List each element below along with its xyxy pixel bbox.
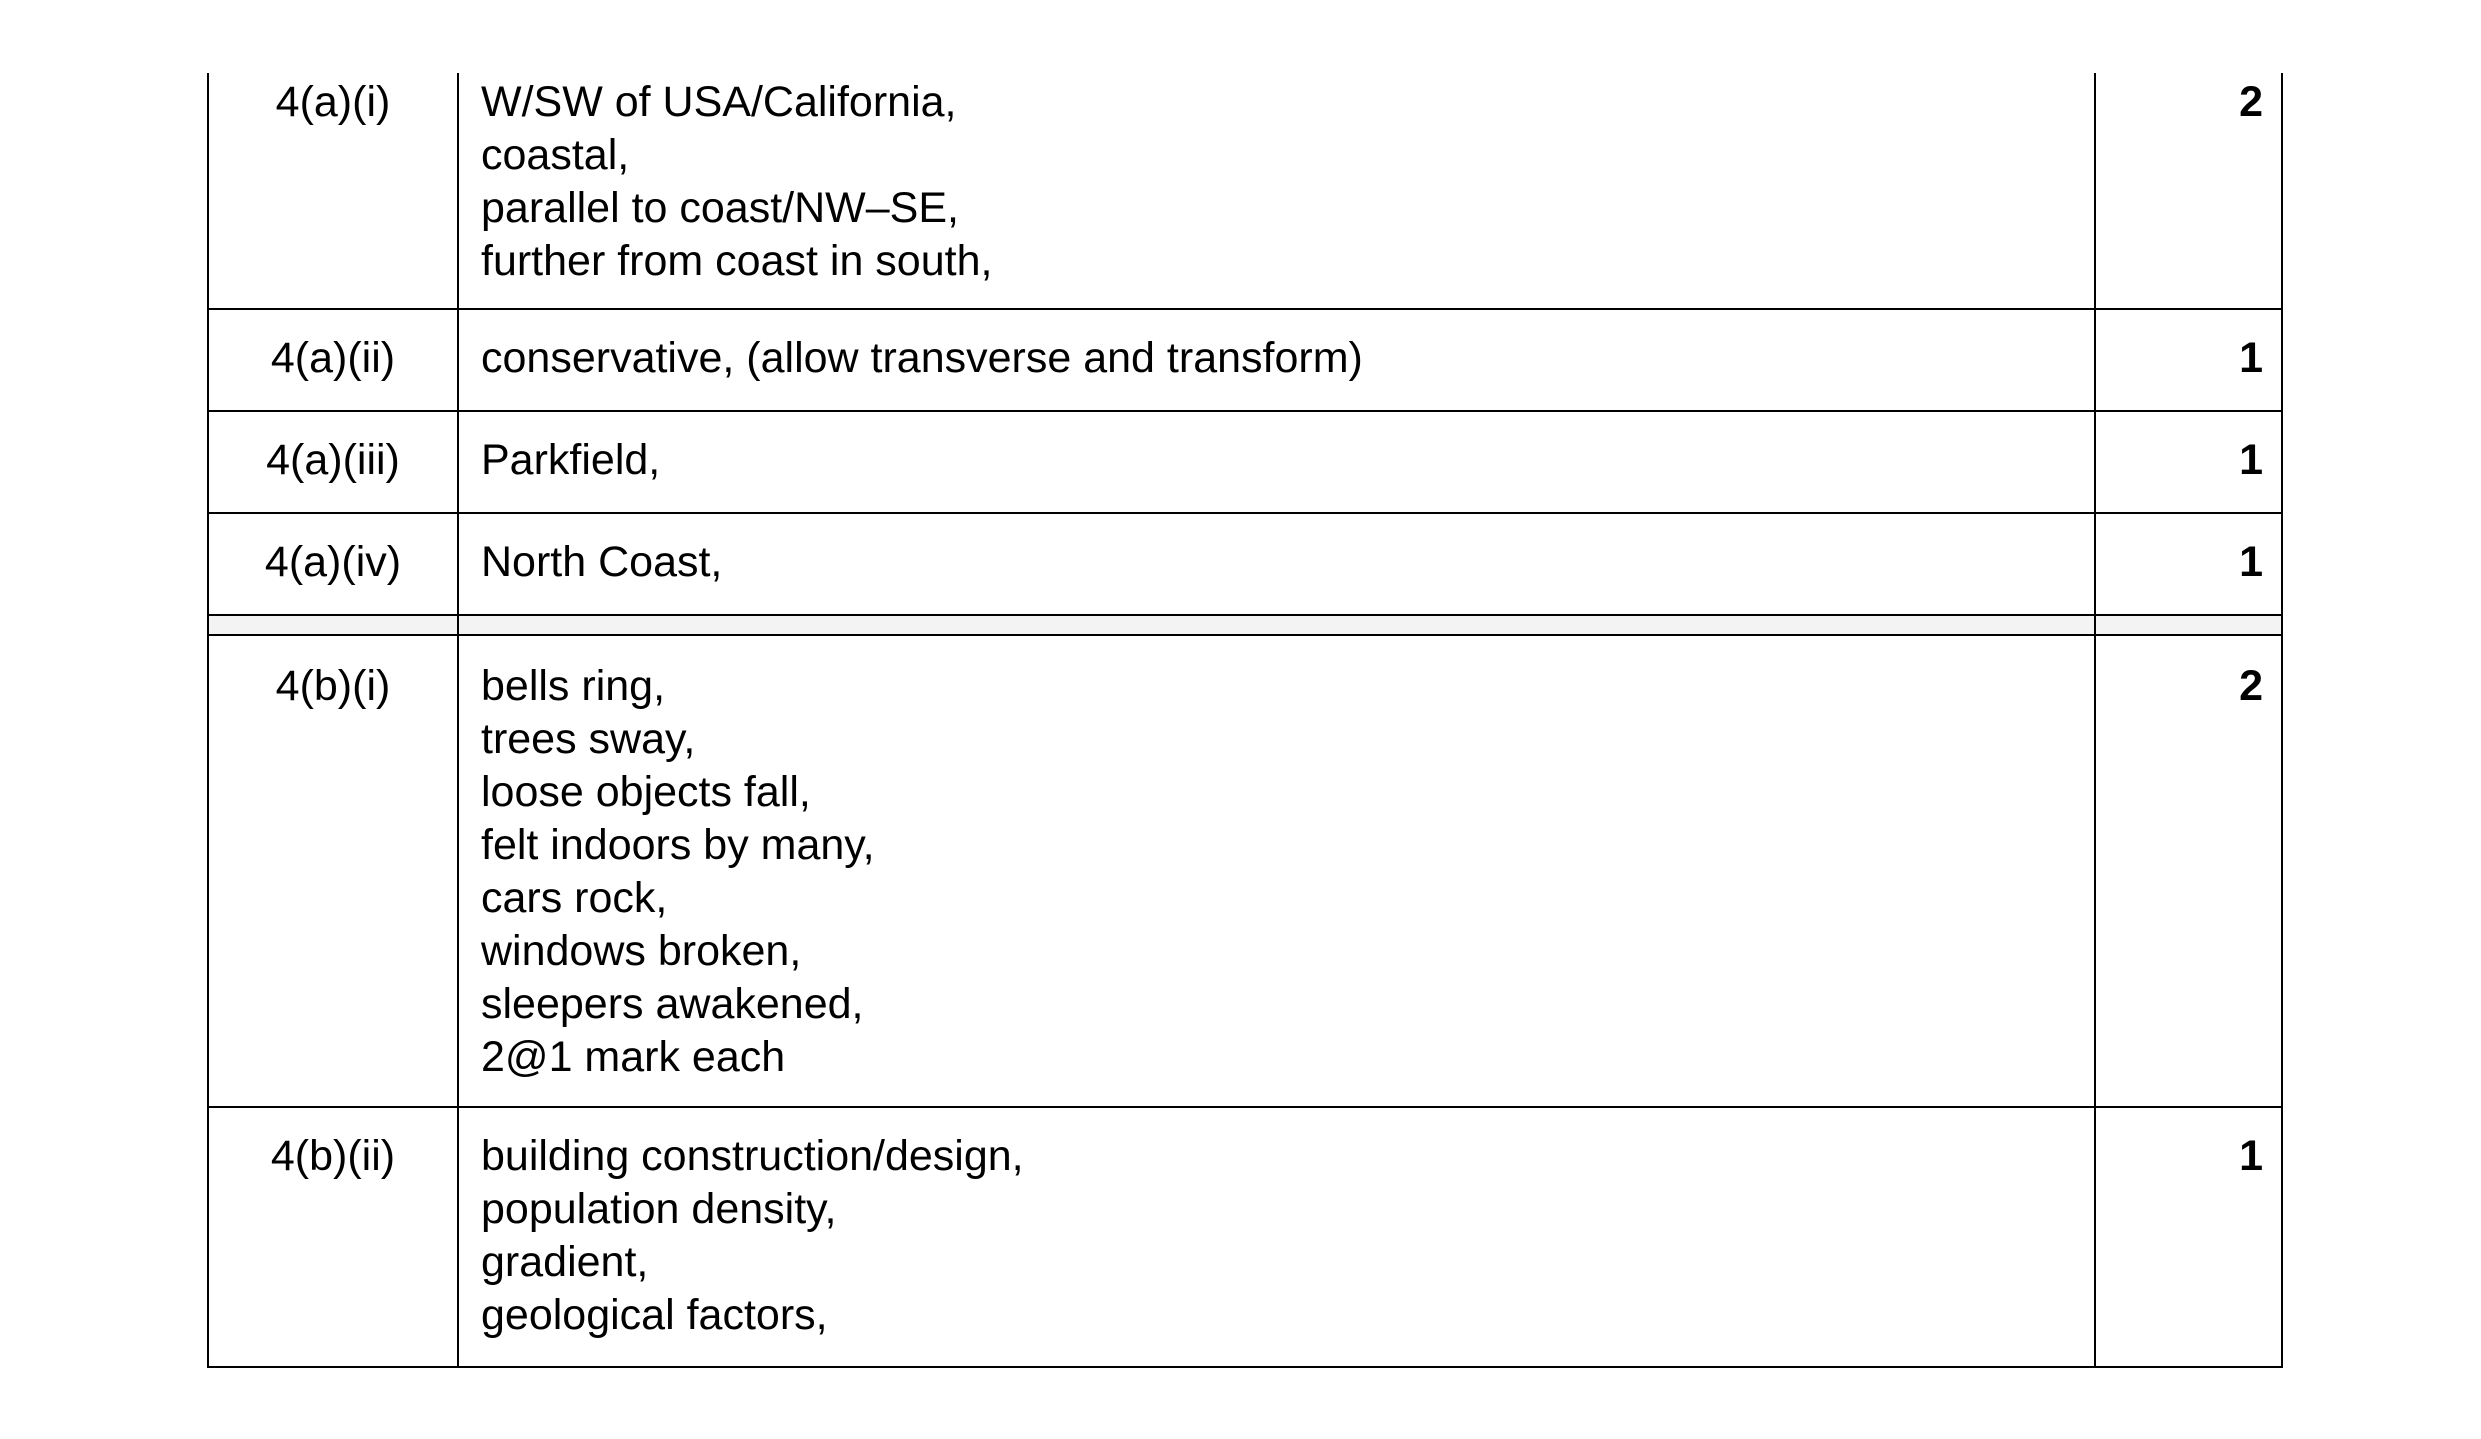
- answer-line: gradient,: [481, 1238, 649, 1286]
- answer-cell: [481, 434, 2071, 487]
- answer-cell: [481, 332, 2071, 385]
- answer-cell: [481, 1130, 2071, 1342]
- column-divider: [2094, 636, 2096, 1106]
- answer-line: 2@1 mark each: [481, 1033, 786, 1081]
- column-divider: [2094, 514, 2096, 614]
- marks-cell: 2: [2239, 662, 2263, 710]
- answer-line: felt indoors by many,: [481, 821, 875, 869]
- marks-cell: 2: [2239, 78, 2263, 126]
- column-divider: [457, 1108, 459, 1366]
- marks-cell: 1: [2239, 436, 2263, 484]
- answer-line: cars rock,: [481, 874, 668, 922]
- answer-line: coastal,: [481, 131, 630, 179]
- column-divider: [2094, 310, 2096, 410]
- question-number: 4(a)(ii): [270, 334, 396, 382]
- answer-line: geological factors,: [481, 1291, 828, 1339]
- table-row: [207, 636, 2283, 1108]
- question-number: 4(b)(i): [275, 662, 391, 710]
- column-divider: [2094, 1108, 2096, 1366]
- answer-line: bells ring,: [481, 662, 666, 710]
- answer-line: W/SW of USA/California,: [481, 78, 957, 126]
- question-number: 4(a)(i): [275, 78, 391, 126]
- column-divider: [457, 636, 459, 1106]
- marks-cell: 1: [2239, 334, 2263, 382]
- marks-cell: 1: [2239, 538, 2263, 586]
- column-divider: [2094, 616, 2096, 634]
- column-divider: [457, 514, 459, 614]
- answer-line: sleepers awakened,: [481, 980, 864, 1028]
- column-divider: [2094, 73, 2096, 308]
- question-number: 4(a)(iii): [266, 436, 400, 484]
- table-row: [207, 1108, 2283, 1368]
- answer-line: parallel to coast/NW–SE,: [481, 184, 959, 232]
- column-divider: [457, 616, 459, 634]
- answer-line: further from coast in south,: [481, 237, 993, 285]
- table-row: [207, 73, 2283, 310]
- section-separator: [207, 616, 2283, 636]
- answer-line: conservative, (allow transverse and transform): [481, 334, 1363, 382]
- answer-cell: [481, 660, 2071, 1084]
- marks-cell: 1: [2239, 1132, 2263, 1180]
- answer-line: windows broken,: [481, 927, 802, 975]
- answer-line: loose objects fall,: [481, 768, 811, 816]
- column-divider: [457, 310, 459, 410]
- table-row: [207, 514, 2283, 616]
- question-number: 4(a)(iv): [264, 538, 402, 586]
- answer-line: population density,: [481, 1185, 837, 1233]
- column-divider: [457, 412, 459, 512]
- column-divider: [457, 73, 459, 308]
- question-number: 4(b)(ii): [270, 1132, 396, 1180]
- column-divider: [2094, 412, 2096, 512]
- table-row: [207, 412, 2283, 514]
- answer-line: North Coast,: [481, 538, 723, 586]
- table-row: [207, 310, 2283, 412]
- answer-cell: [481, 76, 2071, 288]
- answer-line: building construction/design,: [481, 1132, 1024, 1180]
- answer-line: trees sway,: [481, 715, 696, 763]
- answer-cell: [481, 536, 2071, 589]
- answer-line: Parkfield,: [481, 436, 661, 484]
